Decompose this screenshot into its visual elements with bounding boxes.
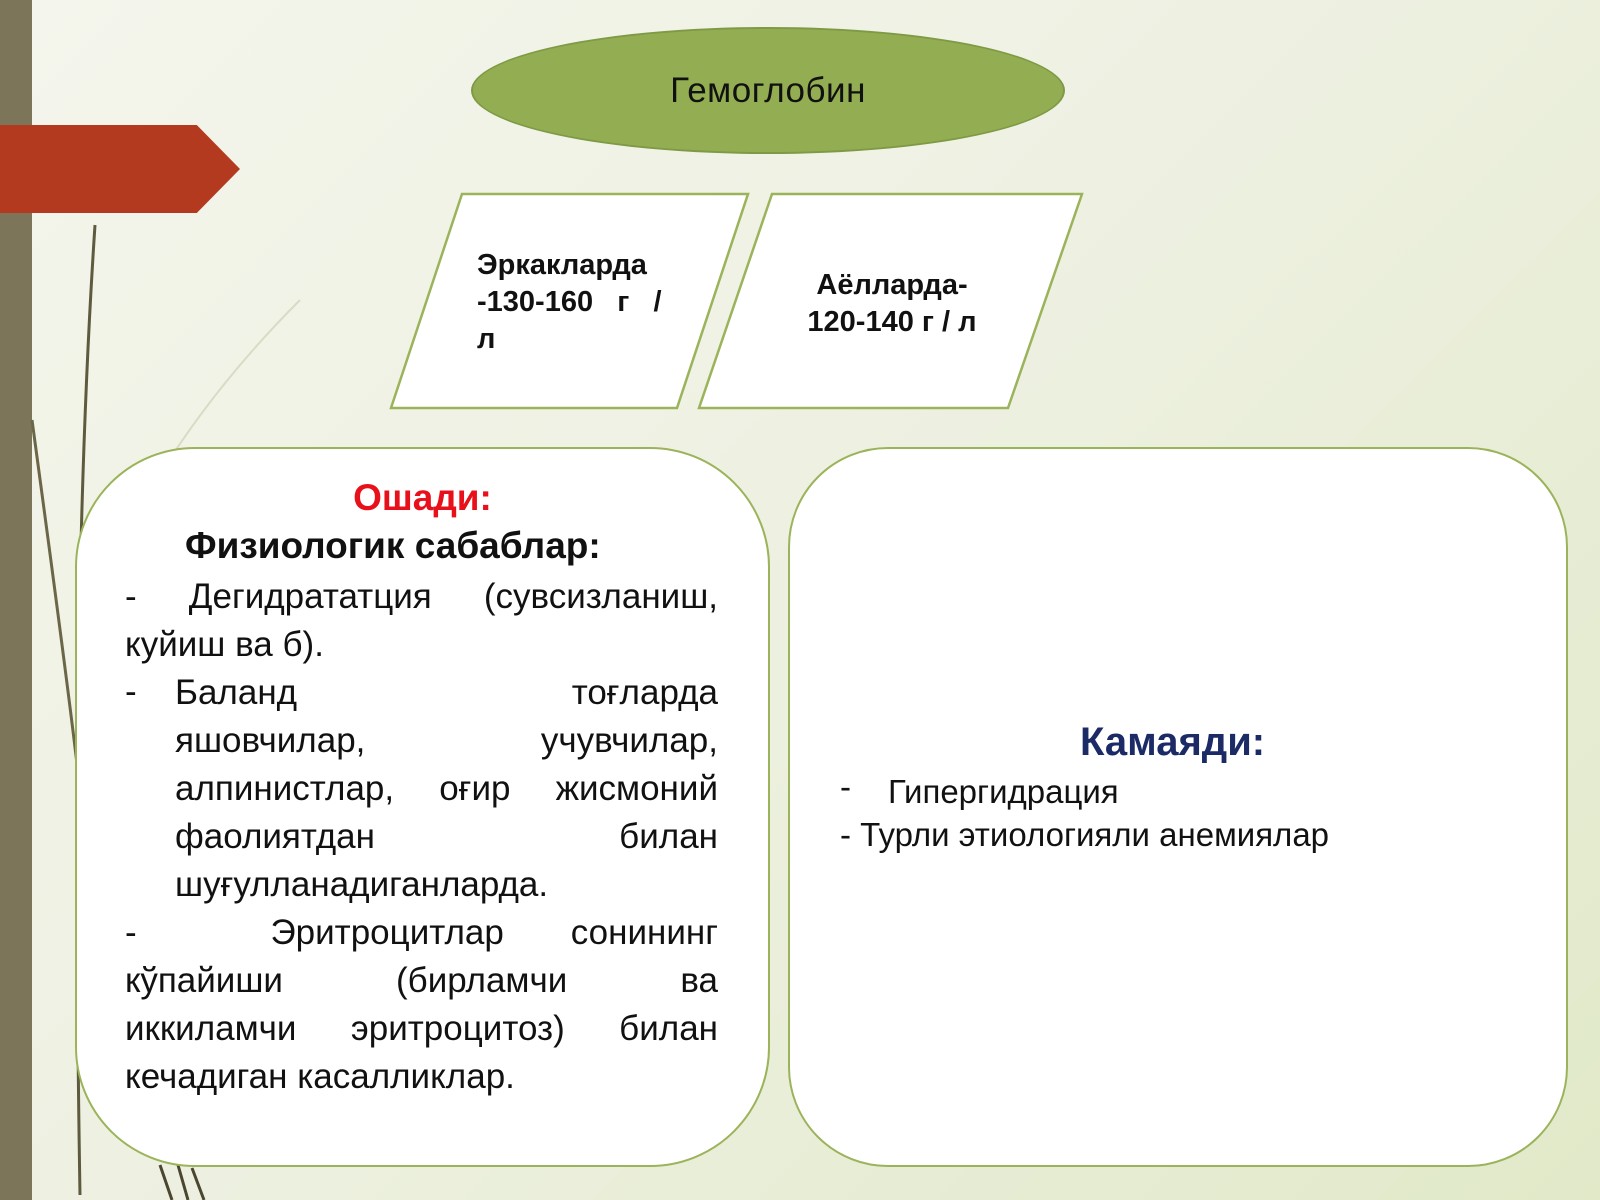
women-norm-line-1: Аёлларда- — [816, 269, 968, 301]
men-norm-line-1: Эркакларда — [477, 249, 647, 281]
increase-item-2-line-2: яшовчилар, учувчилар, — [175, 721, 718, 760]
hemoglobin-title: Гемоглобин — [670, 70, 866, 110]
increase-item-1 — [125, 573, 718, 669]
increase-item-2-line-3: алпинистлар, оғир жисмоний — [175, 769, 718, 808]
increase-item-3-line-3: иккиламчи эритроцитоз) билан — [125, 1009, 718, 1048]
men-norm-text — [477, 247, 677, 358]
norm-parallelograms — [0, 0, 1600, 420]
increase-item-1-line-2: куйиш ва б). — [125, 625, 324, 664]
decrease-heading: Камаяди: — [1080, 720, 1266, 764]
increase-item-3-line-1: - Эритроцитлар сонининг — [125, 913, 718, 952]
women-norm-line-2: 120-140 г / л — [807, 306, 977, 338]
increase-item-2-line-4: фаолиятдан билан — [175, 817, 718, 856]
increase-item-2-line-1: Баланд тоғларда — [175, 673, 718, 712]
increase-item-3-line-2: кўпайиши (бирламчи ва — [125, 961, 718, 1000]
increase-item-1-line-1: - Дегидрататция (сувсизланиш, — [125, 577, 718, 616]
decrease-item-2: - Турли этиологияли анемиялар — [840, 816, 1330, 853]
increase-item-2-dash: - — [125, 672, 137, 711]
increase-item-2-line-5: шуғулланадиганларда. — [175, 865, 549, 904]
physiological-causes-heading: Физиологик сабаблар: — [185, 525, 601, 566]
men-norm-line-2: -130-160 г / — [477, 286, 662, 318]
decrease-item-1: Гипергидрация — [888, 773, 1119, 810]
increase-heading: Ошади: — [353, 477, 492, 518]
increase-item-3 — [125, 909, 718, 1101]
increase-item-2 — [175, 669, 718, 909]
decrease-item-1-dash: - — [840, 768, 851, 805]
increase-item-3-line-4: кечадиган касалликлар. — [125, 1057, 515, 1096]
women-norm-text — [782, 267, 1002, 341]
men-norm-line-3: л — [477, 323, 496, 355]
